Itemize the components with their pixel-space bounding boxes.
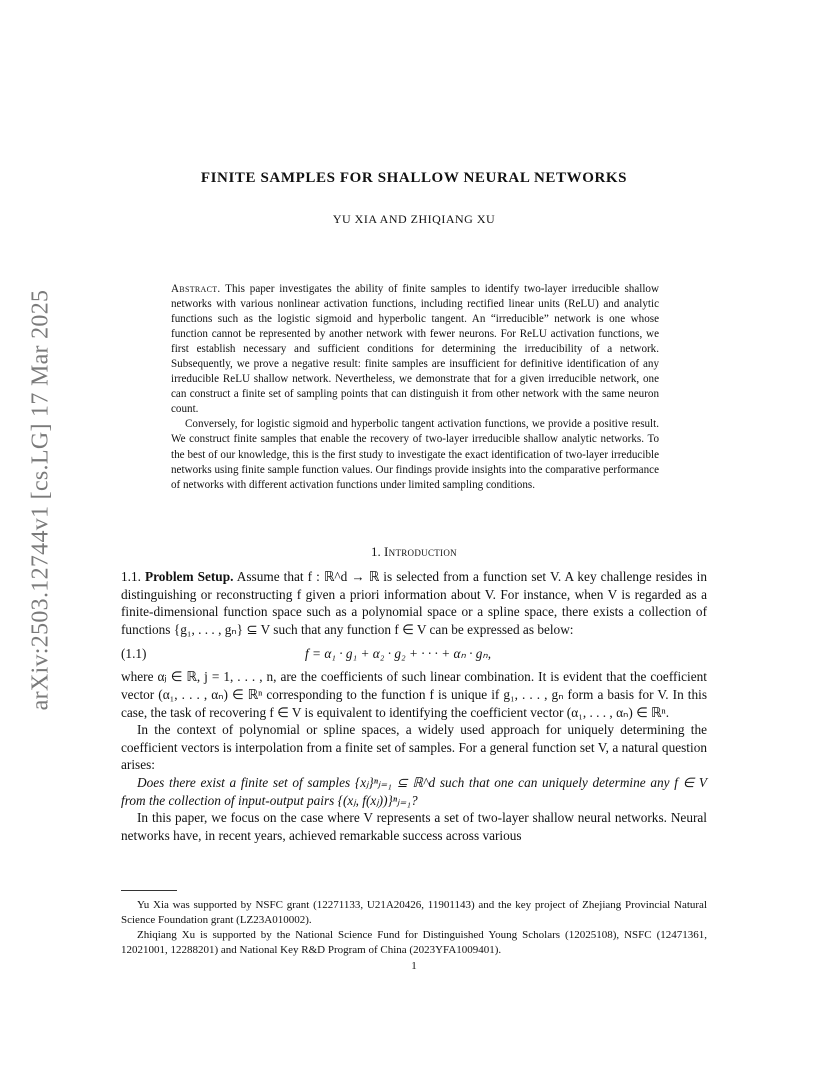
section-title: Introduction — [384, 544, 457, 559]
paper-title: FINITE SAMPLES FOR SHALLOW NEURAL NETWORKS — [200, 170, 628, 186]
section-number: 1. — [371, 544, 381, 559]
abstract-text-1: This paper investigates the ability of finite samples to identify two-layer irreducible shallow networks with various nonlinear activation functions, including rectified linear units (ReLU) and analytic functions such as the logistic sigmoid and hyperbolic tangent. An “irreducible” network is one whose function cannot be represented by another network with fewer neurons. For ReLU activation functions, we first establish necessary and sufficient conditions for determining the irreducibility of a network. Subsequently, we prove a negative result: finite samples are insufficient for definitive identification of any irreducible ReLU shallow network. Nevertheless, we demonstrate that for a given irreducible network, one can construct a finite set of sampling points that can distinguish it from other network with the same neuron count. — [171, 283, 659, 416]
subsection-title: Problem Setup. — [145, 569, 234, 584]
subsection-text: Assume that f : ℝ^d → ℝ is selected from a function set V. A key challenge resides in distinguishing or reconstructing f given a priori information about V. For instance, when V is regarded as a finite-dimensional function space such as a polynomial space or a spline space, there exists a collection of functions {g₁, . . . , gₙ} ⊆ V such that any function f ∈ V can be expressed as below: — [121, 569, 707, 637]
footnote-yu-xia: Yu Xia was supported by NSFC grant (12271133, U21A20426, 11901143) and the key project of Zhejiang Provincial Natural Science Foundation grant (LZ23A010002). — [121, 899, 707, 926]
page-number: 1 — [411, 960, 417, 972]
arxiv-side-stamp — [24, 280, 58, 720]
paper-authors: YU XIA AND ZHIQIANG XU — [332, 212, 496, 226]
footnote-rule — [121, 890, 177, 891]
equation-body: f = α₁ · g₁ + α₂ · g₂ + · · · + αₙ · gₙ, — [305, 645, 492, 661]
subsection-paragraph — [121, 568, 707, 638]
research-question: Does there exist a finite set of samples {xⱼ}ⁿⱼ₌₁ ⊆ ℝ^d such that one can uniquely determine any f ∈ V from the collection of input-output pairs {(xⱼ, f(xⱼ))}ⁿⱼ₌₁? — [121, 774, 707, 808]
abstract-paragraph-2: Conversely, for logistic sigmoid and hyperbolic tangent activation functions, we provide a positive result. We construct finite samples that enable the recovery of two-layer irreducible shallow analytic networks. To the best of our knowledge, this is the first study to investigate the exact identification of two-layer irreducible networks using finite sample function values. Our findings provide insights into the comparative performance of networks with different activation functions under limited sampling conditions. — [171, 418, 659, 491]
paragraph-this-paper: In this paper, we focus on the case where V represents a set of two-layer shallow neural networks. Neural networks have, in recent years, achieved remarkable success across various — [121, 810, 707, 843]
paragraph-context: In the context of polynomial or spline spaces, a widely used approach for uniquely determining the coefficient vectors is interpolation from a finite set of samples. For a general function set V, a natural question arises: — [121, 722, 707, 773]
section-heading — [0, 544, 828, 560]
abstract-block — [171, 282, 659, 493]
arxiv-identifier: arXiv:2503.12744v1 [cs.LG] 17 Mar 2025 — [27, 289, 54, 711]
footnote-zhiqiang-xu: Zhiqiang Xu is supported by the National Science Fund for Distinguished Young Scholars (12025108), NSFC (12471361, 12021001, 12288201) and National Key R&D Program of China (2023YFA1009401). — [121, 929, 707, 956]
abstract-label: Abstract. — [171, 283, 221, 295]
main-text — [121, 568, 707, 844]
equation-1-1 — [121, 640, 707, 666]
paragraph-after-equation: where αⱼ ∈ ℝ, j = 1, . . . , n, are the coefficients of such linear combination. It is evident that the coefficient vector (α₁, . . . , αₙ) ∈ ℝⁿ corresponding to the function f is unique if g₁, . . . , gₙ form a basis for V. In this case, the task of recovering f ∈ V is equivalent to identifying the coefficient vector (α₁, . . . , αₙ) ∈ ℝⁿ. — [121, 669, 707, 720]
footnotes — [121, 898, 707, 958]
subsection-number: 1.1. — [121, 569, 141, 584]
equation-number: (1.1) — [121, 645, 147, 661]
abstract-paragraph-1 — [171, 282, 659, 417]
